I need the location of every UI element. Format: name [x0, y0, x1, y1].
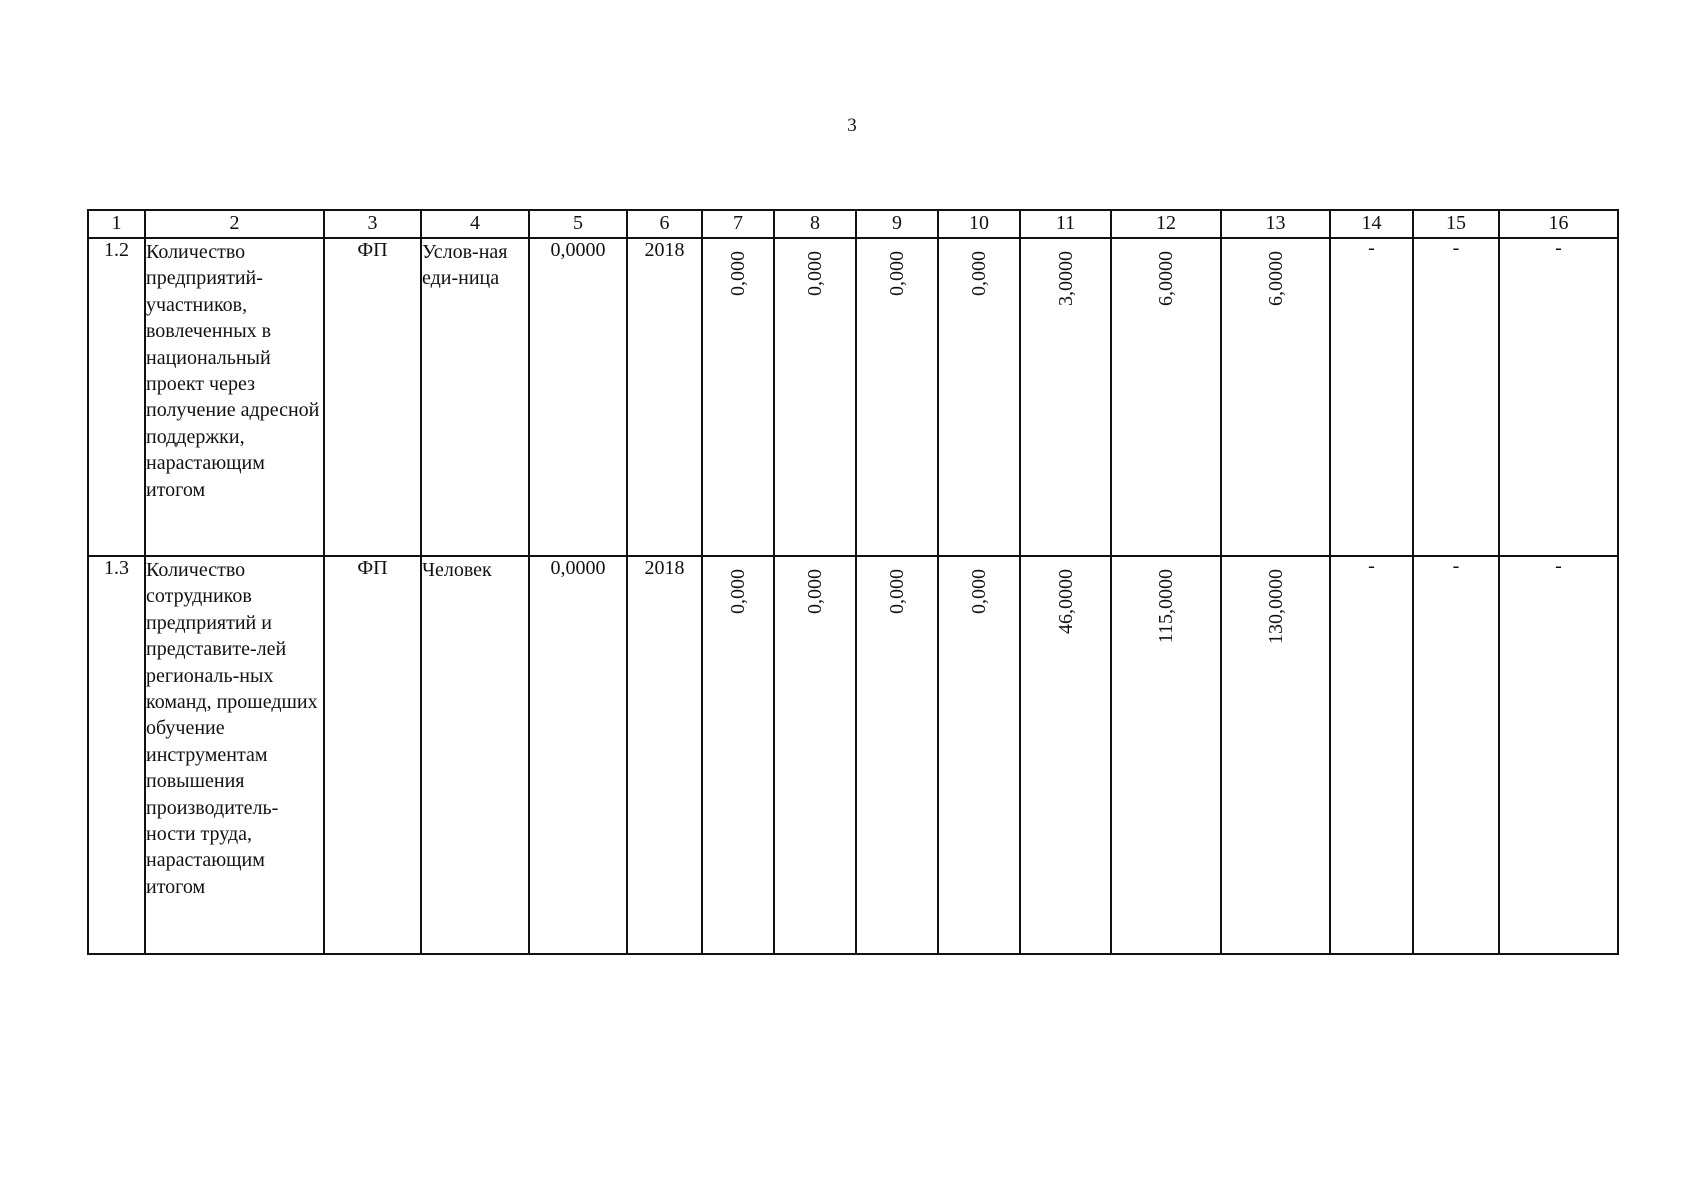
base-value: 0,0000	[529, 556, 627, 954]
value-cell	[702, 556, 774, 954]
column-header: 10	[938, 210, 1020, 238]
unit-of-measure: Человек	[421, 556, 529, 954]
value-cell	[1111, 556, 1221, 954]
value-cell	[1221, 238, 1330, 556]
dash-cell: -	[1330, 238, 1413, 556]
dash-cell: -	[1330, 556, 1413, 954]
rotated-value: 46,0000	[1054, 569, 1077, 634]
value-cell	[938, 238, 1020, 556]
value-cell	[702, 238, 774, 556]
value-cell	[938, 556, 1020, 954]
indicator-type: ФП	[324, 238, 421, 556]
rotated-value: 3,0000	[1054, 251, 1077, 306]
rotated-value: 0,000	[804, 251, 826, 296]
rotated-value: 0,000	[727, 569, 749, 614]
column-header: 8	[774, 210, 856, 238]
row-code: 1.3	[88, 556, 145, 954]
value-cell	[1221, 556, 1330, 954]
column-header: 3	[324, 210, 421, 238]
rotated-value: 6,0000	[1264, 251, 1287, 306]
rotated-value: 0,000	[804, 569, 826, 614]
unit-of-measure: Услов-ная еди-ница	[421, 238, 529, 556]
column-header: 2	[145, 210, 324, 238]
header-row	[88, 210, 1618, 238]
column-header: 6	[627, 210, 702, 238]
value-cell	[1111, 238, 1221, 556]
column-header: 1	[88, 210, 145, 238]
base-year: 2018	[627, 556, 702, 954]
dash-cell: -	[1413, 238, 1499, 556]
table-header	[88, 210, 1618, 238]
value-cell	[856, 556, 938, 954]
indicators-table	[87, 209, 1619, 955]
column-header: 13	[1221, 210, 1330, 238]
value-cell	[774, 238, 856, 556]
column-header: 9	[856, 210, 938, 238]
column-header: 11	[1020, 210, 1111, 238]
column-header: 7	[702, 210, 774, 238]
column-header: 5	[529, 210, 627, 238]
row-code: 1.2	[88, 238, 145, 556]
column-header: 4	[421, 210, 529, 238]
rotated-value: 6,0000	[1155, 251, 1177, 306]
base-year: 2018	[627, 238, 702, 556]
rotated-value: 0,000	[727, 251, 749, 296]
value-cell	[774, 556, 856, 954]
rotated-value: 0,000	[968, 251, 990, 296]
rotated-value: 115,0000	[1155, 569, 1177, 644]
column-header: 14	[1330, 210, 1413, 238]
table-row	[88, 238, 1618, 556]
rotated-value: 0,000	[886, 569, 908, 614]
column-header: 16	[1499, 210, 1618, 238]
value-cell	[856, 238, 938, 556]
dash-cell: -	[1499, 238, 1618, 556]
indicator-name: Количество предприятий-участников, вовлеченных в национальный проект через получение адресной поддержки, нарастающим итогом	[145, 238, 324, 556]
base-value: 0,0000	[529, 238, 627, 556]
table-row	[88, 556, 1618, 954]
rotated-value: 0,000	[968, 569, 990, 614]
rotated-value: 130,0000	[1264, 569, 1287, 644]
indicator-name: Количество сотрудников предприятий и представите-лей региональ-ных команд, прошедших обучение инструментам повышения производитель-ности труда, нарастающим итогом	[145, 556, 324, 954]
value-cell	[1020, 556, 1111, 954]
rotated-value: 0,000	[886, 251, 908, 296]
indicator-type: ФП	[324, 556, 421, 954]
column-header: 15	[1413, 210, 1499, 238]
dash-cell: -	[1499, 556, 1618, 954]
dash-cell: -	[1413, 556, 1499, 954]
column-header: 12	[1111, 210, 1221, 238]
value-cell	[1020, 238, 1111, 556]
page-number: 3	[847, 115, 857, 136]
